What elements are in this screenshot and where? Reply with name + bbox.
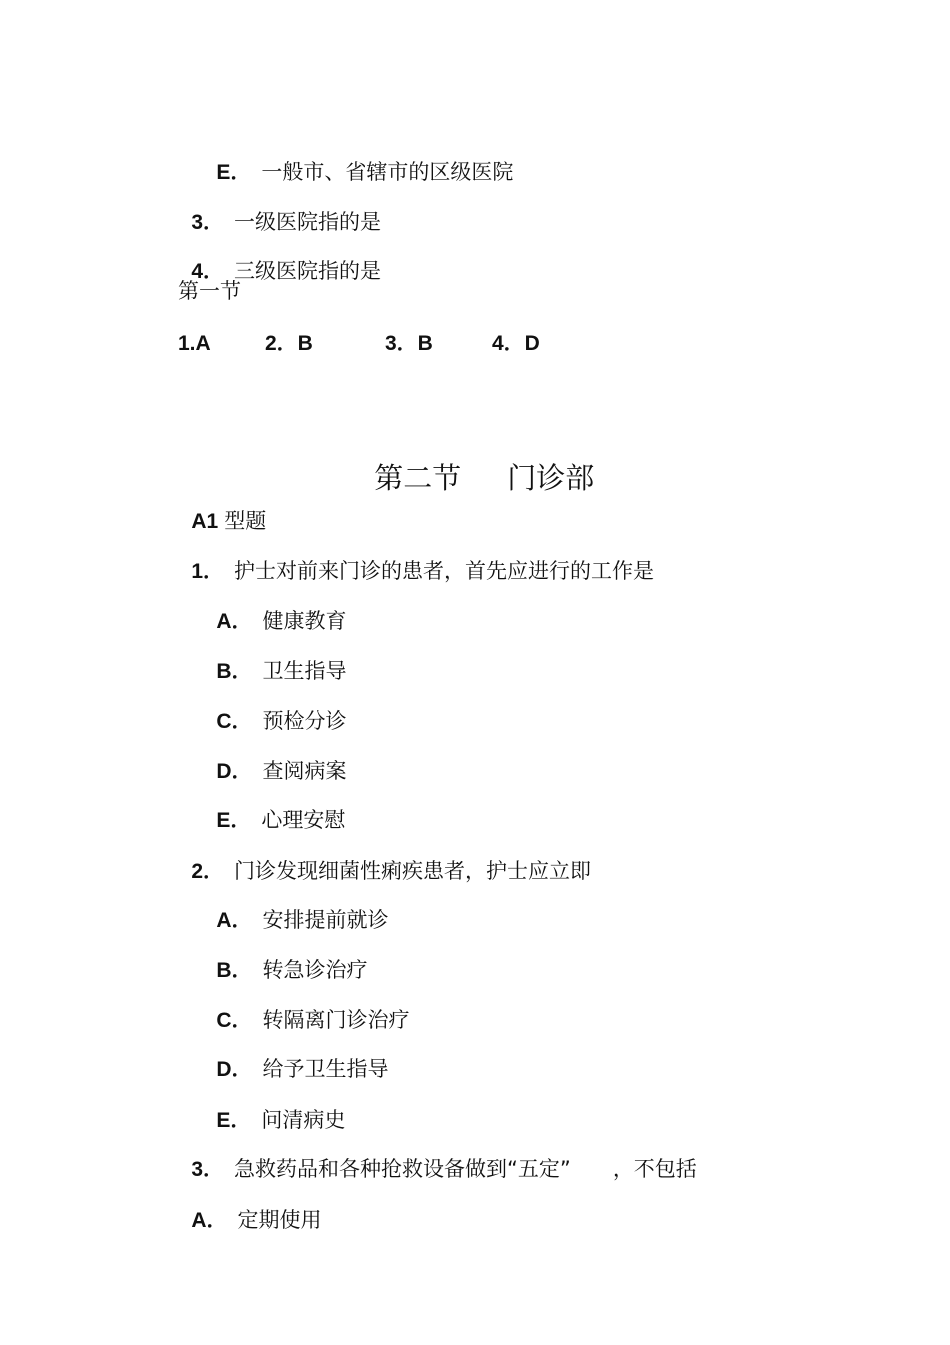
section-heading xyxy=(0,424,950,496)
question-text-tail: ，不包括 xyxy=(612,1157,697,1181)
option-row xyxy=(203,778,345,835)
question-type-label xyxy=(178,479,266,536)
question-number: 1． xyxy=(191,560,225,583)
option-text: 定期使用 xyxy=(237,1208,322,1232)
option-row xyxy=(203,878,389,935)
section-title: 门诊部 xyxy=(507,461,595,495)
option-label: E． xyxy=(216,809,252,832)
question-1-row xyxy=(178,529,654,586)
question-number: 3． xyxy=(191,211,225,234)
option-label: D． xyxy=(216,760,253,783)
option-label: D． xyxy=(216,1058,253,1081)
option-row xyxy=(178,1178,322,1235)
option-text: 转隔离门诊治疗 xyxy=(262,1008,410,1032)
option-e-row xyxy=(203,130,513,187)
question-text: 急救药品和各种抢救设备做到“五定” xyxy=(234,1157,571,1181)
section1-answer-title: 第一节 xyxy=(178,279,241,303)
type-code: A1 xyxy=(191,510,219,533)
option-text: 给予卫生指导 xyxy=(262,1057,389,1081)
option-label: B． xyxy=(216,660,253,683)
option-row xyxy=(203,1027,389,1084)
option-row xyxy=(203,679,347,736)
option-label: C． xyxy=(216,1009,253,1032)
question-number: 2． xyxy=(191,860,225,883)
question-number: 4． xyxy=(191,260,225,283)
section-number: 第二节 xyxy=(374,461,462,495)
option-text: 转急诊治疗 xyxy=(262,958,368,982)
question-text: 三级医院指的是 xyxy=(234,259,382,283)
question-3b-row xyxy=(178,1127,697,1184)
option-text: 健康教育 xyxy=(262,609,347,633)
option-text: 心理安慰 xyxy=(261,808,346,832)
option-label: A． xyxy=(216,909,253,932)
answer-2: 2．B xyxy=(265,332,313,355)
option-text: 卫生指导 xyxy=(262,659,347,683)
option-row xyxy=(203,629,347,686)
option-label: B． xyxy=(216,959,253,982)
option-text: 查阅病案 xyxy=(262,759,347,783)
answer-1: 1.A xyxy=(178,332,211,355)
option-text: 安排提前就诊 xyxy=(262,908,389,932)
question-text: 门诊发现细菌性痢疾患者，护士应立即 xyxy=(234,859,592,883)
option-label: E． xyxy=(216,161,252,184)
option-row xyxy=(203,928,368,985)
answer-4: 4．D xyxy=(492,332,540,355)
type-text: 型题 xyxy=(224,509,267,533)
option-text: 问清病史 xyxy=(261,1108,346,1132)
option-label: A． xyxy=(191,1209,228,1232)
option-label: E． xyxy=(216,1109,252,1132)
option-label: A． xyxy=(216,610,253,633)
option-label: C． xyxy=(216,710,253,733)
option-row xyxy=(203,579,347,636)
option-text: 一般市、省辖市的区级医院 xyxy=(261,160,514,184)
option-text: 预检分诊 xyxy=(262,709,347,733)
answer-3: 3．B xyxy=(385,332,433,355)
question-number: 3． xyxy=(191,1158,225,1181)
question-text: 一级医院指的是 xyxy=(234,210,382,234)
question-text: 护士对前来门诊的患者，首先应进行的工作是 xyxy=(234,559,655,583)
